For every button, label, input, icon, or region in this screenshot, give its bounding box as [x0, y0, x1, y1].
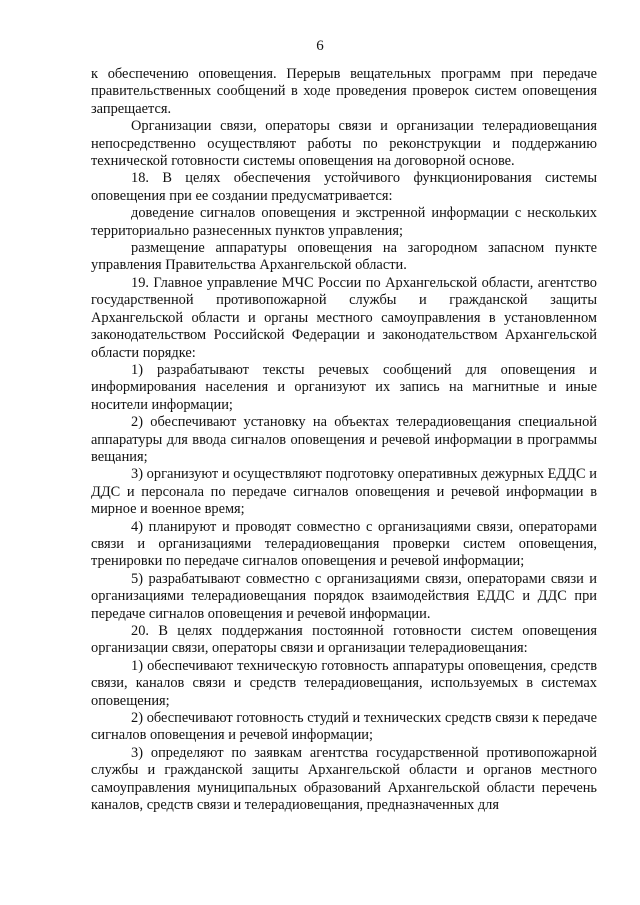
paragraph-item-20: 20. В целях поддержания постоянной готовности систем оповещения организации связи, операторы связи и организации телерадиовещания: [91, 623, 597, 657]
document-body [91, 66, 597, 814]
paragraph-item-18-point-2: размещение аппаратуры оповещения на загородном запасном пункте управления Правительства Архангельской области. [91, 240, 597, 274]
paragraph-item-19-sub-5: 5) разрабатывают совместно с организациями связи, операторами связи и организациями телерадиовещания порядок взаимодействия ЕДДС и ДДС при передаче сигналов оповещения и речевой информации. [91, 570, 597, 622]
paragraph-item-19: 19. Главное управление МЧС России по Архангельской области, агентство государственной противопожарной службы и гражданской защиты Архангельской области и органы местного самоуправления в установленном законодательством Российской Федерации и законодательством Архангельской области порядке: [91, 274, 597, 361]
paragraph-continuation: к обеспечению оповещения. Перерыв вещательных программ при передаче правительственных сообщений в ходе проведения проверок систем оповещения запрещается. [91, 66, 597, 117]
paragraph-item-20-sub-1: 1) обеспечивают техническую готовность аппаратуры оповещения, средств связи, каналов связи и средств телерадиовещания, используемых в системах оповещения; [91, 657, 597, 709]
paragraph-item-18: 18. В целях обеспечения устойчивого функционирования системы оповещения при ее создании предусматривается: [91, 170, 597, 204]
paragraph-communication-organizations: Организации связи, операторы связи и организации телерадиовещания непосредственно осуществляют работы по реконструкции и поддержанию технической готовности системы оповещения на договорной основе. [91, 118, 597, 170]
paragraph-item-20-sub-3: 3) определяют по заявкам агентства государственной противопожарной службы и гражданской защиты Архангельской области и органов местного самоуправления муниципальных образований Архангельской области перечень каналов, средств связи и телерадиовещания, предназначенных для [91, 744, 597, 814]
paragraph-item-19-sub-1: 1) разрабатывают тексты речевых сообщений для оповещения и информирования населения и организуют их запись на магнитные и иные носители информации; [91, 361, 597, 413]
paragraph-item-18-point-1: доведение сигналов оповещения и экстренной информации с нескольких территориально разнесенных пунктов управления; [91, 205, 597, 239]
page-number: 6 [316, 38, 324, 54]
paragraph-item-19-sub-4: 4) планируют и проводят совместно с организациями связи, операторами связи и организациями телерадиовещания проверки систем оповещения, тренировки по передаче сигналов оповещения и речевой информации; [91, 518, 597, 570]
paragraph-item-20-sub-2: 2) обеспечивают готовность студий и технических средств связи к передаче сигналов оповещения и речевой информации; [91, 710, 597, 744]
paragraph-item-19-sub-2: 2) обеспечивают установку на объектах телерадиовещания специальной аппаратуры для ввода сигналов оповещения и речевой информации в программы вещания; [91, 414, 597, 465]
paragraph-item-19-sub-3: 3) организуют и осуществляют подготовку оперативных дежурных ЕДДС и ДДС и персонала по передаче сигналов оповещения и речевой информации в мирное и военное время; [91, 466, 597, 518]
